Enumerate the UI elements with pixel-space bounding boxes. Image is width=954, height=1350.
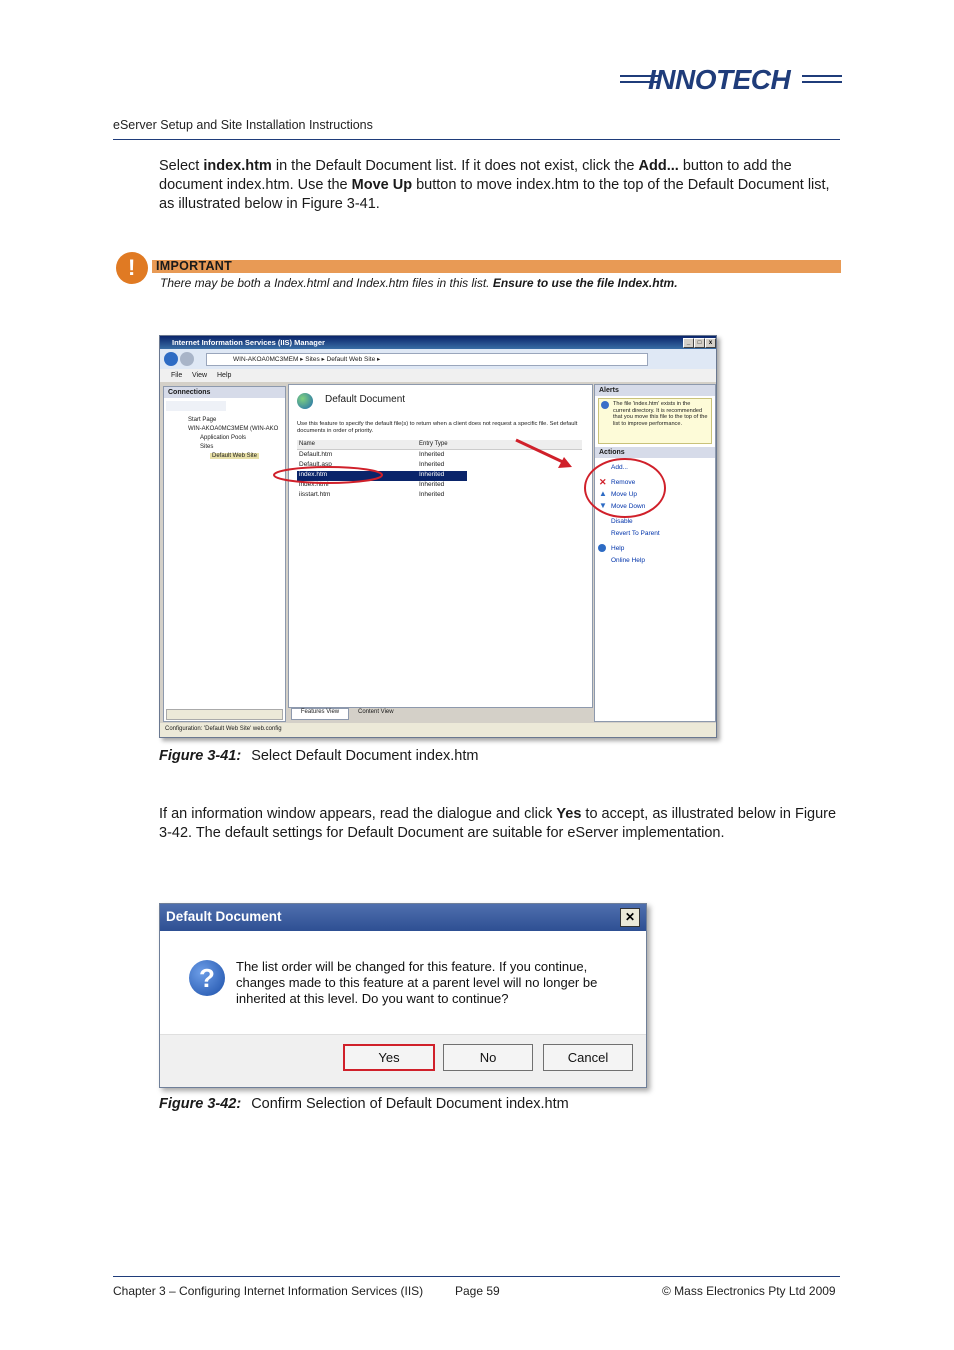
tree-start-page[interactable]: Start Page (188, 417, 217, 423)
connections-title: Connections (164, 387, 285, 398)
tree-app-pools[interactable]: Application Pools (200, 435, 247, 441)
table-row[interactable]: iisstart.htm Inherited (299, 491, 445, 498)
tree-sites[interactable]: Sites (200, 444, 214, 450)
important-bar (152, 260, 841, 273)
move-up-icon: ▲ (599, 489, 607, 498)
action-move-down[interactable]: Move Down (611, 503, 646, 510)
action-revert-to-parent[interactable]: Revert To Parent (611, 530, 660, 537)
dialog-close-button[interactable]: ✕ (620, 908, 640, 927)
menu-help[interactable]: Help (217, 372, 232, 379)
cancel-button[interactable]: Cancel (543, 1044, 633, 1071)
menu-view[interactable]: View (192, 372, 208, 379)
important-label: IMPORTANT (156, 259, 233, 273)
dialog-title-bar (160, 904, 646, 931)
alerts-title: Alerts (595, 385, 715, 396)
footer-chapter: Chapter 3 – Configuring Internet Information Services (IIS) (113, 1284, 424, 1298)
dialog-title: Default Document (166, 909, 282, 924)
iis-title-text: Internet Information Services (IIS) Manager (172, 338, 325, 347)
iis-manager-window (159, 335, 717, 738)
intro-paragraph: Select index.htm in the Default Document list. If it does not exist, click the Add... button to add the document index.htm. Use the Move Up button to move index.htm to the top of the Default Document list, as illustrated below in Figure 3-41. (159, 158, 830, 212)
table-row-selected[interactable]: index.htm Inherited (297, 471, 467, 481)
footer-divider (113, 1276, 840, 1277)
annotation-arrowhead (558, 457, 572, 468)
no-button[interactable]: No (443, 1044, 533, 1071)
highlight-circle-index (274, 467, 382, 483)
close-button[interactable]: x (705, 338, 716, 348)
remove-icon: ✕ (599, 477, 607, 487)
action-disable[interactable]: Disable (611, 518, 633, 525)
tree-server[interactable]: WIN-AKOA0MC3MEM (WIN-AKO (188, 426, 279, 432)
actions-title: Actions (595, 447, 715, 458)
tab-features-view[interactable]: Features View (291, 708, 349, 720)
default-document-dialog (159, 903, 647, 1088)
tab-content-view[interactable]: Content View (358, 709, 394, 715)
document-header-title: eServer Setup and Site Installation Instructions (113, 118, 373, 132)
annotation-arrow (516, 440, 565, 463)
table-row[interactable]: Default.asp Inherited (299, 461, 445, 468)
dialog-message: The list order will be changed for this feature. If you continue, changes made to this feature at a parent level will no longer be inherited at this level. Do you want to continue? (236, 959, 598, 1006)
maximize-button[interactable]: □ (694, 338, 705, 348)
column-entry-type[interactable]: Entry Type (419, 441, 448, 447)
header-divider (113, 139, 840, 140)
warning-icon: ! (116, 252, 148, 284)
tree-default-web-site[interactable]: Default Web Site (212, 453, 257, 459)
table-row[interactable]: Default.htm Inherited (299, 451, 445, 458)
feature-title: Default Document (325, 394, 406, 405)
action-remove[interactable]: Remove (611, 479, 636, 486)
info-window-paragraph: If an information window appears, read the dialogue and click Yes to accept, as illustrated below in Figure 3-42. The default settings for Default Document are suitable for eServer implementation. (159, 806, 837, 841)
important-text: There may be both a Index.html and Index.htm files in this list. Ensure to use the file Index.htm. (160, 276, 678, 290)
figure-3-41-caption: Figure 3-41: Select Default Document index.htm (159, 748, 479, 764)
minimize-button[interactable]: _ (683, 338, 694, 348)
highlight-circle-actions (585, 459, 665, 517)
footer-copyright: © Mass Electronics Pty Ltd 2009 (662, 1284, 836, 1298)
innotech-logo (620, 62, 842, 98)
action-move-up[interactable]: Move Up (611, 491, 638, 498)
question-icon: ? (189, 960, 225, 996)
move-down-icon: ▼ (599, 501, 607, 510)
alert-text: The file 'index.htm' exists in the current directory. It is recommended that you move this file to the top of the list to improve performance. (613, 401, 708, 427)
table-row[interactable]: index.html Inherited (299, 481, 445, 488)
column-name[interactable]: Name (299, 441, 316, 447)
footer-page-number: Page 59 (455, 1284, 500, 1298)
address-path: WIN-AKOA0MC3MEM ▸ Sites ▸ Default Web Site ▸ (233, 356, 381, 363)
annotation-overlay (160, 336, 716, 737)
logo-text: INNOTECH (648, 64, 791, 95)
action-add[interactable]: Add... (611, 464, 628, 471)
figure-3-42-caption: Figure 3-42: Confirm Selection of Default Document index.htm (159, 1096, 569, 1112)
yes-button[interactable]: Yes (343, 1044, 435, 1071)
feature-description: Use this feature to specify the default file(s) to return when a client does not request a specific file. Set default documents in order of priority. (297, 421, 578, 434)
menu-file[interactable]: File (171, 372, 183, 379)
action-online-help[interactable]: Online Help (611, 557, 645, 564)
action-help[interactable]: Help (611, 545, 625, 552)
status-text: Configuration: 'Default Web Site' web.config (165, 726, 282, 732)
